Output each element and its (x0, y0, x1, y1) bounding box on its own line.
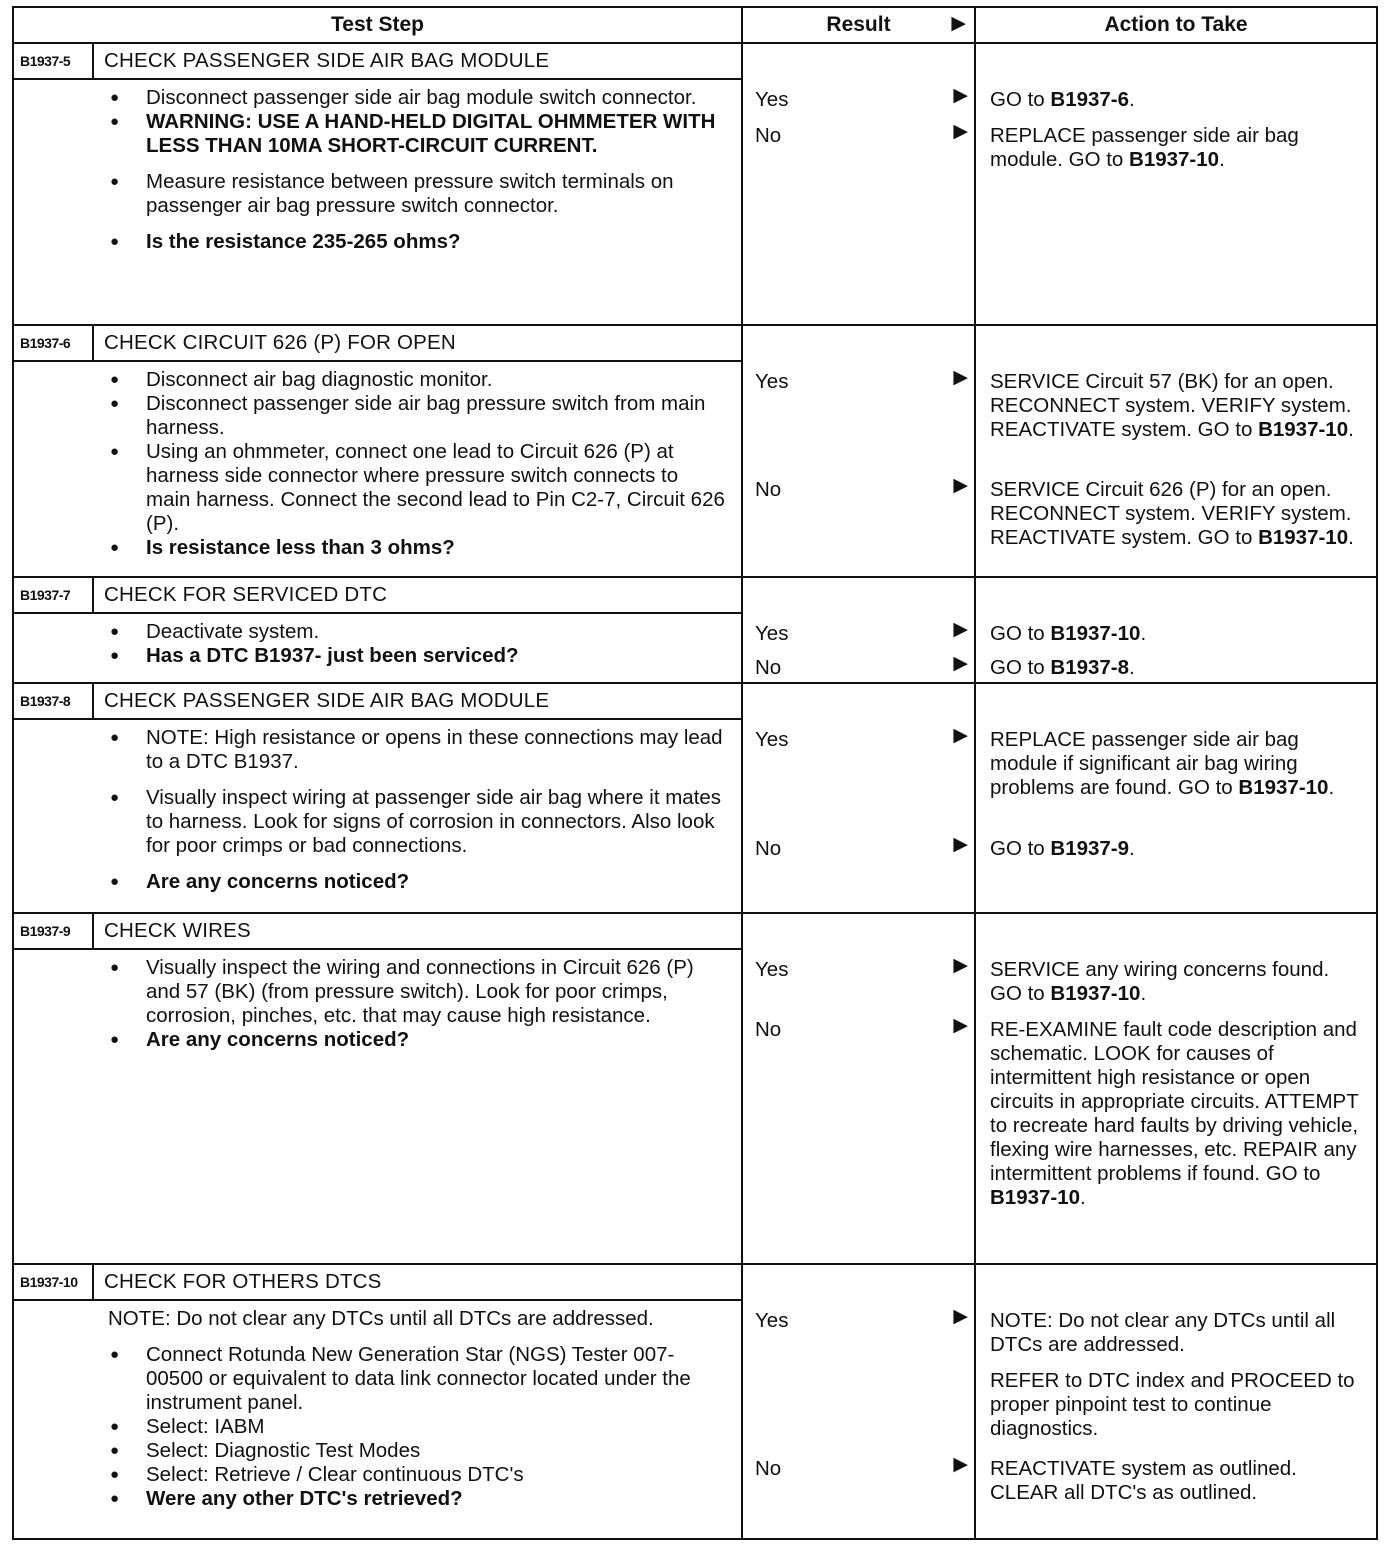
pinpoint-test-table (12, 6, 1378, 1540)
step-id: B1937-8 (14, 684, 94, 718)
action-segment: SERVICE any wiring concerns found. GO to (990, 958, 1330, 1005)
action-text (990, 88, 1364, 124)
step-reference: B1937-6 (1050, 88, 1130, 111)
result-label: No (755, 1457, 782, 1480)
action-text (990, 728, 1364, 812)
test-step-cell (13, 325, 742, 577)
result-cell (742, 1264, 975, 1539)
test-step-cell (13, 577, 742, 683)
header-action: Action to Take (975, 7, 1377, 43)
test-step-row (13, 577, 1377, 683)
step-instructions (108, 726, 727, 894)
step-note: NOTE: Do not clear any DTCs until all DTCs are addressed. (108, 1307, 654, 1330)
step-title: CHECK PASSENGER SIDE AIR BAG MODULE (104, 49, 550, 72)
instruction-item: ● Are any concerns noticed? (108, 870, 727, 894)
action-cell (975, 1264, 1377, 1539)
test-step-row (13, 683, 1377, 913)
action-segment: REACTIVATE system as outlined. CLEAR all DTC's as outlined. (990, 1457, 1297, 1504)
result-option (755, 475, 974, 502)
step-reference: B1937-10 (1258, 418, 1349, 441)
result-cell (742, 683, 975, 913)
action-text (990, 370, 1364, 454)
instruction-item: ● Is the resistance 235-265 ohms? (108, 230, 727, 254)
action-segment: GO to (990, 622, 1051, 645)
action-segment: RE-EXAMINE fault code description and schematic. LOOK for causes of intermittent high resistance or open circuits in appropriate circuits. ATTEMPT to recreate hard faults by driving vehicle, flexing wire harnesses, etc. REPAIR any intermittent problems if found. GO to (990, 1018, 1359, 1185)
action-paragraph (990, 88, 1364, 112)
step-title: CHECK FOR SERVICED DTC (104, 583, 388, 606)
test-step-cell (13, 913, 742, 1264)
result-label: Yes (755, 622, 789, 645)
action-paragraph (990, 1018, 1364, 1210)
instruction-item: ● Deactivate system. (108, 620, 727, 644)
result-label: Yes (755, 1309, 789, 1332)
step-title: CHECK FOR OTHERS DTCS (104, 1270, 382, 1293)
step-id: B1937-6 (14, 326, 94, 360)
header-result (742, 7, 975, 43)
test-step-row (13, 1264, 1377, 1539)
instruction-item: ● Visually inspect the wiring and connections in Circuit 626 (P) and 57 (BK) (from pressure switch). Look for poor crimps, corrosion, pinches, etc. that may cause high resistance. (108, 956, 727, 1028)
instruction-item: ● Has a DTC B1937- just been serviced? (108, 644, 727, 668)
action-segment: . (1328, 776, 1335, 799)
action-paragraph (990, 837, 1364, 861)
result-label: No (755, 837, 782, 860)
result-label: Yes (755, 370, 789, 393)
action-segment: REPLACE passenger side air bag module. GO to (990, 124, 1299, 171)
action-segment: SERVICE Circuit 626 (P) for an open. RECONNECT system. VERIFY system. REACTIVATE system. GO to (990, 478, 1352, 549)
step-body (14, 1301, 741, 1515)
arrow-icon: ▶ (953, 653, 968, 674)
result-option (755, 619, 974, 646)
result-label: No (755, 656, 782, 679)
action-text (990, 478, 1364, 562)
arrow-icon: ▶ (951, 13, 966, 34)
action-segment: . (1129, 837, 1135, 860)
test-step-row (13, 43, 1377, 325)
action-text (990, 1309, 1364, 1453)
result-option (755, 1454, 974, 1481)
step-instructions (108, 86, 727, 254)
action-paragraph (990, 370, 1364, 442)
action-segment: . (1219, 148, 1225, 171)
step-body (14, 950, 741, 1056)
instruction-item: ● Are any concerns noticed? (108, 1028, 727, 1052)
step-reference: B1937-10 (1050, 622, 1141, 645)
step-reference: B1937-10 (1050, 982, 1141, 1005)
arrow-icon: ▶ (953, 121, 968, 142)
arrow-icon: ▶ (953, 85, 968, 106)
result-cell (742, 577, 975, 683)
step-reference: B1937-9 (1050, 837, 1130, 860)
action-cell (975, 325, 1377, 577)
arrow-icon: ▶ (953, 619, 968, 640)
result-option (755, 725, 974, 752)
action-paragraph (990, 1369, 1364, 1441)
step-header (14, 578, 741, 614)
step-body (14, 614, 741, 672)
action-segment: REPLACE passenger side air bag module if significant air bag wiring problems are found. GO to (990, 728, 1299, 799)
instruction-item: ● Select: IABM (108, 1415, 727, 1439)
action-text (990, 837, 1364, 873)
step-body (14, 362, 741, 564)
step-title: CHECK PASSENGER SIDE AIR BAG MODULE (104, 689, 550, 712)
step-body (14, 720, 741, 898)
test-step-row (13, 325, 1377, 577)
result-option (755, 653, 974, 680)
test-step-cell (13, 683, 742, 913)
result-cell (742, 913, 975, 1264)
action-paragraph (990, 1457, 1364, 1505)
step-id: B1937-5 (14, 44, 94, 78)
arrow-icon: ▶ (953, 1015, 968, 1036)
action-segment: . (1129, 656, 1135, 679)
test-step-row (13, 913, 1377, 1264)
step-header (14, 684, 741, 720)
action-paragraph (990, 124, 1364, 172)
action-segment: GO to (990, 656, 1051, 679)
result-option (755, 834, 974, 861)
action-segment: . (1080, 1186, 1086, 1209)
step-header (14, 326, 741, 362)
step-reference: B1937-10 (990, 1186, 1081, 1209)
table-header-row (13, 7, 1377, 43)
step-title: CHECK CIRCUIT 626 (P) FOR OPEN (104, 331, 456, 354)
action-paragraph (990, 728, 1364, 800)
action-segment: . (1129, 88, 1135, 111)
step-body (14, 80, 741, 258)
result-option (755, 1306, 974, 1333)
action-paragraph (990, 622, 1364, 646)
action-text (990, 958, 1364, 1018)
diagnostic-sheet (12, 6, 1376, 1540)
test-step-cell (13, 43, 742, 325)
action-segment: . (1348, 526, 1354, 549)
action-segment: . (1140, 982, 1147, 1005)
instruction-item: ● Disconnect passenger side air bag pressure switch from main harness. (108, 392, 727, 440)
step-header (14, 914, 741, 950)
instruction-item: ● Using an ohmmeter, connect one lead to Circuit 626 (P) at harness side connector where pressure switch connects to main harness. Connect the second lead to Pin C2-7, Circuit 626 (P). (108, 440, 727, 536)
test-step-cell (13, 1264, 742, 1539)
action-text (990, 622, 1364, 658)
arrow-icon: ▶ (953, 1306, 968, 1327)
step-instructions (108, 620, 727, 668)
result-label: Yes (755, 88, 789, 111)
action-segment: SERVICE Circuit 57 (BK) for an open. RECONNECT system. VERIFY system. REACTIVATE system. GO to (990, 370, 1352, 441)
step-id: B1937-10 (14, 1265, 94, 1299)
instruction-item: ● Visually inspect wiring at passenger side air bag where it mates to harness. Look for signs of corrosion in connectors. Also look for poor crimps or bad connections. (108, 786, 727, 858)
action-paragraph (990, 478, 1364, 550)
header-result-label: Result (826, 13, 891, 36)
instruction-item: ● Were any other DTC's retrieved? (108, 1487, 727, 1511)
instruction-item: ● Disconnect air bag diagnostic monitor. (108, 368, 727, 392)
action-cell (975, 577, 1377, 683)
step-instructions (108, 368, 727, 560)
action-cell (975, 913, 1377, 1264)
action-text (990, 124, 1364, 184)
arrow-icon: ▶ (953, 367, 968, 388)
step-reference: B1937-10 (1238, 776, 1329, 799)
step-id: B1937-9 (14, 914, 94, 948)
step-reference: B1937-10 (1258, 526, 1349, 549)
result-cell (742, 325, 975, 577)
result-cell (742, 43, 975, 325)
result-label: No (755, 124, 782, 147)
result-option (755, 955, 974, 982)
header-test-step: Test Step (13, 7, 742, 43)
action-segment: REFER to DTC index and PROCEED to proper pinpoint test to continue diagnostics. (990, 1369, 1355, 1440)
action-paragraph (990, 1309, 1364, 1357)
step-title: CHECK WIRES (104, 919, 251, 942)
result-label: Yes (755, 958, 789, 981)
instruction-item: ● Connect Rotunda New Generation Star (NGS) Tester 007-00500 or equivalent to data link connector located under the instrument panel. (108, 1343, 727, 1415)
action-text (990, 1457, 1364, 1517)
action-segment: NOTE: Do not clear any DTCs until all DTCs are addressed. (990, 1309, 1336, 1356)
arrow-icon: ▶ (953, 834, 968, 855)
arrow-icon: ▶ (953, 475, 968, 496)
step-instructions (108, 956, 727, 1052)
action-segment: GO to (990, 88, 1051, 111)
result-option (755, 121, 974, 148)
result-option (755, 367, 974, 394)
step-header (14, 44, 741, 80)
arrow-icon: ▶ (953, 725, 968, 746)
step-id: B1937-7 (14, 578, 94, 612)
action-paragraph (990, 656, 1364, 680)
result-option (755, 1015, 974, 1042)
action-segment: GO to (990, 837, 1051, 860)
instruction-item: ● Disconnect passenger side air bag module switch connector. (108, 86, 727, 110)
action-cell (975, 683, 1377, 913)
result-label: No (755, 1018, 782, 1041)
step-reference: B1937-8 (1050, 656, 1130, 679)
result-label: No (755, 478, 782, 501)
result-option (755, 85, 974, 112)
action-segment: . (1140, 622, 1147, 645)
instruction-item: ● Select: Retrieve / Clear continuous DTC's (108, 1463, 727, 1487)
instruction-item: ● Measure resistance between pressure switch terminals on passenger air bag pressure switch connector. (108, 170, 727, 218)
action-paragraph (990, 958, 1364, 1006)
action-text (990, 1018, 1364, 1222)
instruction-item: ● NOTE: High resistance or opens in these connections may lead to a DTC B1937. (108, 726, 727, 774)
result-label: Yes (755, 728, 789, 751)
action-cell (975, 43, 1377, 325)
step-header (14, 1265, 741, 1301)
arrow-icon: ▶ (953, 1454, 968, 1475)
instruction-item: ● Select: Diagnostic Test Modes (108, 1439, 727, 1463)
step-instructions (108, 1343, 727, 1511)
action-segment: . (1348, 418, 1354, 441)
arrow-icon: ▶ (953, 955, 968, 976)
instruction-item: ● Is resistance less than 3 ohms? (108, 536, 727, 560)
step-reference: B1937-10 (1129, 148, 1220, 171)
instruction-item: ● WARNING: USE A HAND-HELD DIGITAL OHMMETER WITH LESS THAN 10MA SHORT-CIRCUIT CURRENT. (108, 110, 727, 158)
